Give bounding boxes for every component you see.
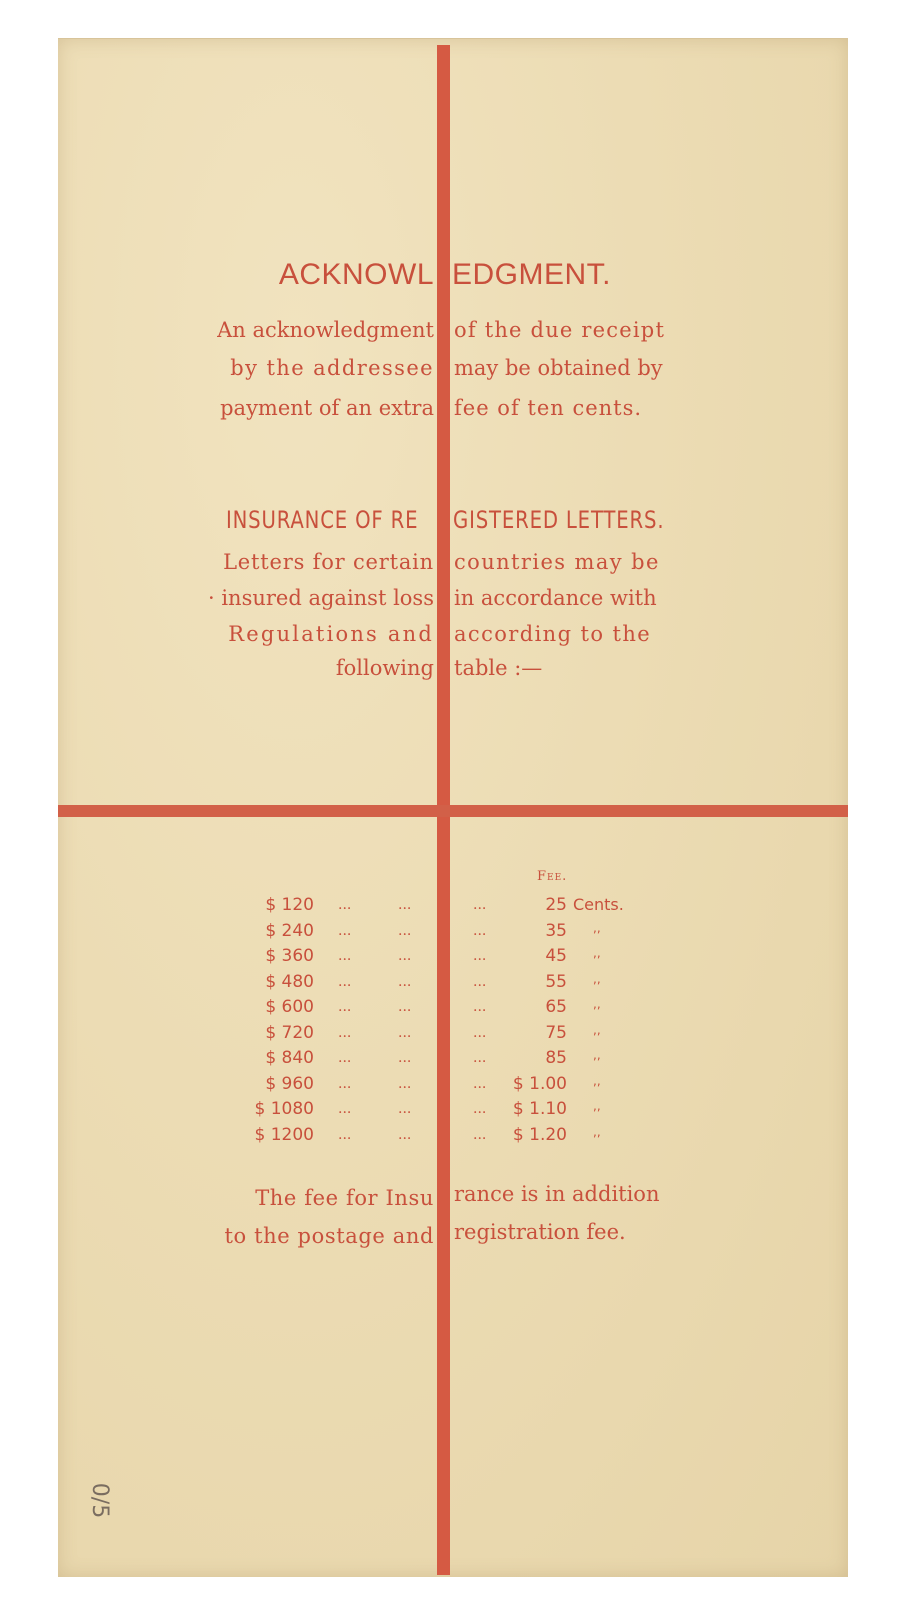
fee-row-leader-dots: ... — [473, 1025, 487, 1041]
fee-row-amount: $ 840 — [265, 1048, 314, 1068]
fee-row-leader-dots: ... — [398, 999, 412, 1015]
fee-row-leader-dots: ... — [473, 974, 487, 990]
fee-row-fee: $ 1.20 — [512, 1125, 567, 1145]
fee-row-unit: ,, — [593, 1074, 601, 1088]
fee-row-leader-dots: ... — [473, 1076, 487, 1092]
fee-row-fee: $ 1.00 — [512, 1074, 567, 1094]
ack-line-left-2: by the addressee — [230, 356, 434, 380]
fee-row-amount: $ 720 — [265, 1023, 314, 1043]
fee-row-fee: 35 — [545, 921, 567, 941]
fee-row-fee: $ 1.10 — [512, 1099, 567, 1119]
ins-line-left-3: Regulations and — [228, 622, 434, 646]
horizontal-red-stripe — [58, 805, 848, 817]
footer-line-left-2: to the postage and — [224, 1224, 434, 1248]
ack-line-right-3: fee of ten cents. — [454, 396, 643, 420]
fee-row-leader-dots: ... — [338, 1101, 352, 1117]
fee-row-amount: $ 1080 — [254, 1099, 314, 1119]
insurance-title-right: GISTERED LETTERS. — [453, 506, 665, 534]
ack-line-right-2: may be obtained by — [454, 356, 663, 380]
fee-row-leader-dots: ... — [338, 948, 352, 964]
acknowledgment-title-left: ACKNOWL — [278, 258, 434, 291]
fee-row-unit: ,, — [593, 921, 601, 935]
fee-row-leader-dots: ... — [473, 999, 487, 1015]
fee-row-leader-dots: ... — [398, 897, 412, 913]
fee-row-leader-dots: ... — [473, 948, 487, 964]
fee-row-unit: ,, — [593, 946, 601, 960]
fee-row-fee: 85 — [545, 1048, 567, 1068]
fee-row-leader-dots: ... — [338, 1050, 352, 1066]
fee-row-leader-dots: ... — [338, 1127, 352, 1143]
fee-column-header: Fee. — [537, 869, 568, 884]
ins-line-left-1: Letters for certain — [223, 550, 434, 574]
fee-row-amount: $ 120 — [265, 895, 314, 915]
fee-row-leader-dots: ... — [473, 1050, 487, 1066]
ins-line-left-2: · insured against loss — [207, 586, 434, 610]
fee-row-unit: ,, — [593, 1099, 601, 1113]
fee-row-leader-dots: ... — [398, 1127, 412, 1143]
fee-row-unit: ,, — [593, 1048, 601, 1062]
ins-line-right-1: countries may be — [454, 550, 660, 574]
fee-row-unit: ,, — [593, 972, 601, 986]
footer-line-left-1: The fee for Insu — [255, 1186, 434, 1210]
fee-row-leader-dots: ... — [398, 974, 412, 990]
fee-row-leader-dots: ... — [398, 923, 412, 939]
fee-row-amount: $ 600 — [265, 997, 314, 1017]
fee-row-leader-dots: ... — [338, 974, 352, 990]
fee-row-leader-dots: ... — [338, 923, 352, 939]
fee-row-amount: $ 240 — [265, 921, 314, 941]
fee-row-amount: $ 480 — [265, 972, 314, 992]
pencil-mark: 0/5 — [87, 1482, 113, 1519]
ack-line-left-3: payment of an extra — [220, 396, 434, 420]
fee-row-leader-dots: ... — [338, 1025, 352, 1041]
fee-row-leader-dots: ... — [473, 897, 487, 913]
fee-row-leader-dots: ... — [398, 1050, 412, 1066]
fee-row-amount: $ 1200 — [254, 1125, 314, 1145]
insurance-title-left: INSURANCE OF RE — [226, 506, 419, 534]
fee-row-fee: 25 — [545, 895, 567, 915]
acknowledgment-title-right: EDGMENT. — [452, 258, 612, 291]
fee-row-unit: ,, — [593, 997, 601, 1011]
fee-row-leader-dots: ... — [398, 1076, 412, 1092]
ins-line-left-4: following — [335, 656, 434, 680]
fee-row-unit: ,, — [593, 1125, 601, 1139]
fee-row-unit: ,, — [593, 1023, 601, 1037]
fee-row-amount: $ 960 — [265, 1074, 314, 1094]
fee-row-leader-dots: ... — [473, 1127, 487, 1143]
footer-line-right-1: rance is in addition — [454, 1182, 660, 1206]
fee-row-fee: 45 — [545, 946, 567, 966]
fee-row-leader-dots: ... — [338, 897, 352, 913]
fee-row-leader-dots: ... — [398, 948, 412, 964]
ins-line-right-3: according to the — [454, 622, 652, 646]
fee-row-leader-dots: ... — [398, 1101, 412, 1117]
fee-row-unit: Cents. — [573, 895, 624, 914]
ins-line-right-4: table :— — [454, 656, 543, 680]
footer-line-right-2: registration fee. — [454, 1220, 626, 1244]
ack-line-right-1: of the due receipt — [454, 318, 666, 342]
fee-row-amount: $ 360 — [265, 946, 314, 966]
ack-line-left-1: An acknowledgment — [217, 318, 434, 342]
fee-row-fee: 75 — [545, 1023, 567, 1043]
fee-row-leader-dots: ... — [338, 1076, 352, 1092]
fee-row-leader-dots: ... — [338, 999, 352, 1015]
fee-row-leader-dots: ... — [473, 923, 487, 939]
ins-line-right-2: in accordance with — [454, 586, 657, 610]
fee-row-fee: 55 — [545, 972, 567, 992]
fee-row-fee: 65 — [545, 997, 567, 1017]
fee-row-leader-dots: ... — [473, 1101, 487, 1117]
fee-row-leader-dots: ... — [398, 1025, 412, 1041]
